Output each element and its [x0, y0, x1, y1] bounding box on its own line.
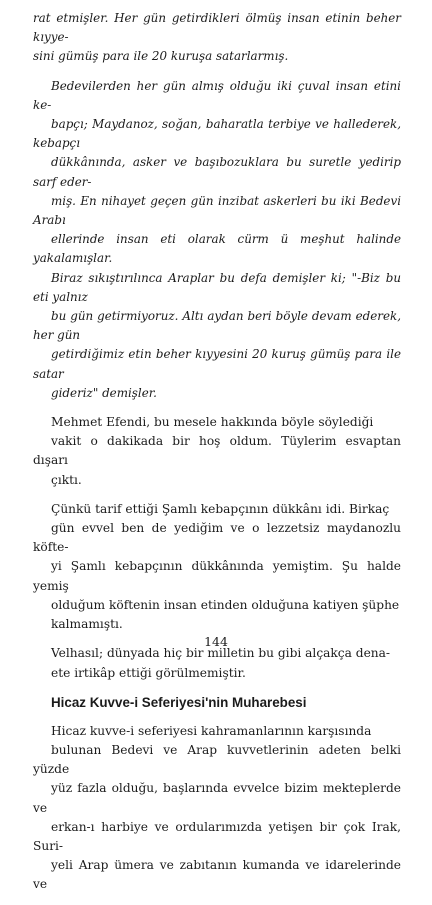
text-line: yeli Arap ümera ve zabıtanın kumanda ve idarelerinde ve — [33, 858, 401, 892]
text-line: getirdiğimiz etin beher kıyyesini 20 kuruş gümüş para ile satar — [33, 347, 401, 381]
text-line: kalmamıştı. — [51, 617, 123, 632]
paragraph-3 — [33, 413, 401, 490]
text-line: bapçı; Maydanoz, soğan, baharatla terbiye ve hallederek, kebapçı — [33, 117, 401, 151]
text-line: gün evvel ben de yediğim ve o lezzetsiz maydanozlu köfte- — [33, 521, 401, 555]
text-line: olduğum köftenin insan etinden olduğuna katiyen şüphe — [51, 597, 400, 612]
paragraph-5 — [33, 644, 401, 682]
text-line: miş. En nihayet geçen gün inzibat askerleri bu iki Bedevi Arabı — [33, 193, 401, 228]
text-line: sini gümüş para ile 20 kuruşa satarlarmış. — [33, 49, 289, 64]
page-number: 144 — [204, 634, 228, 649]
text-line: vakit o dakikada bir hoş oldum. Tüylerim esvaptan dışarı — [33, 434, 401, 468]
paragraph-4 — [33, 500, 401, 634]
text-line: Hicaz kuvve-i seferiyesi kahramanlarının karşısında — [51, 723, 372, 738]
text-line: yüz fazla olduğu, başlarında evvelce bizim mekteplerde ve — [33, 781, 401, 815]
text-line: Çünkü tarif ettiği Şamlı kebapçının dükkânı idi. Birkaç — [51, 501, 390, 516]
paragraph-final — [33, 722, 401, 895]
text-line: Biraz sıkıştırılınca Araplar bu defa demişler ki; "-Biz bu eti yalnız — [33, 270, 401, 304]
text-line: dükkânında, asker ve başıbozuklara bu suretle yedirip sarf eder- — [33, 155, 401, 189]
text-line: bulunan Bedevi ve Arap kuvvetlerinin adeten belki yüzde — [33, 742, 401, 777]
section-heading: Hicaz Kuvve-i Seferiyesi'nin Muharebesi — [51, 694, 307, 710]
text-line: erkan-ı harbiye ve ordularımızda yetişen bir çok Irak, Suri- — [33, 819, 401, 853]
text-line: çıktı. — [51, 472, 82, 487]
text-line: yi Şamlı kebapçının dükkânında yemiştim. Şu halde yemiş — [33, 559, 401, 593]
text-line: ete irtikâp ettiği görülmemiştir. — [51, 665, 246, 680]
text-line: ellerinde insan eti olarak cürm ü meşhut halinde yakalamışlar. — [33, 232, 401, 266]
text-line: gideriz" demişler. — [51, 385, 157, 400]
text-line: rat etmişler. Her gün getirdikleri ölmüş insan etinin beher kıyye- — [33, 11, 401, 45]
page-body — [33, 9, 401, 905]
text-line: bu gün getirmiyoruz. Altı aydan beri böyle devam ederek, her gün — [33, 309, 401, 343]
text-line: Mehmet Efendi, bu mesele hakkında böyle söylediği — [51, 415, 374, 430]
paragraph-quote-1 — [33, 9, 401, 67]
text-line: Bedevilerden her gün almış olduğu iki çuval insan etini ke- — [33, 78, 401, 112]
text-line: Velhasıl; dünyada hiç bir milletin bu gibi alçakça dena- — [51, 646, 391, 661]
paragraph-quote-2 — [33, 77, 401, 403]
